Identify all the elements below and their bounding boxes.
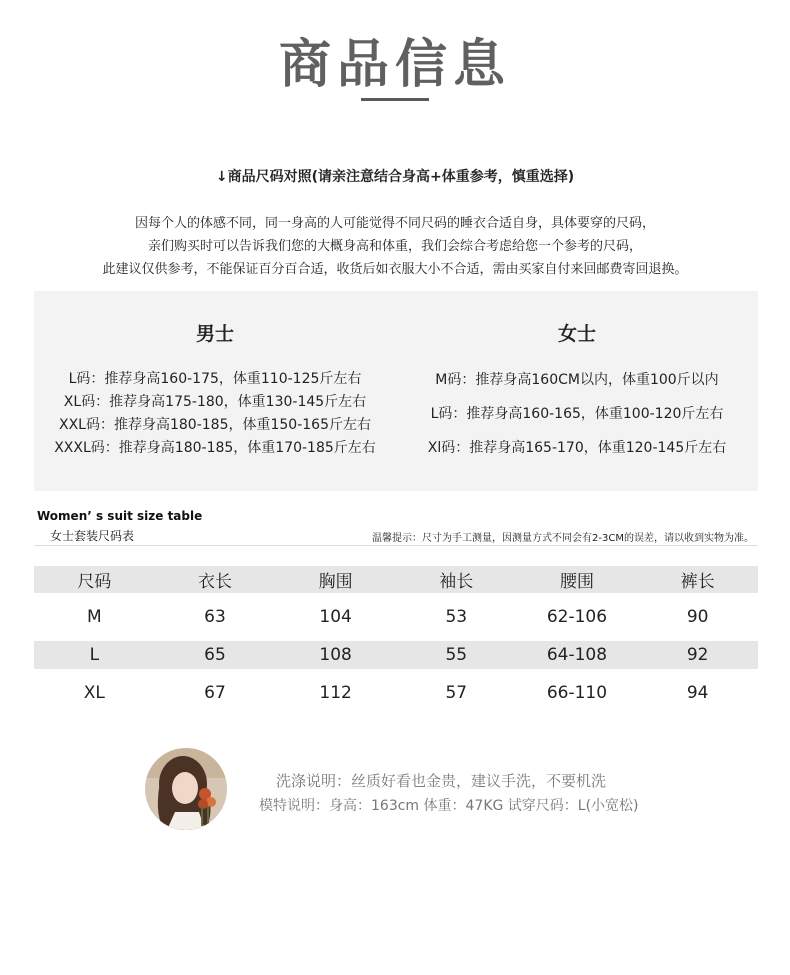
table-cell: 67: [204, 683, 226, 703]
men-size-line: XXL码：推荐身高180-185，体重150-165斤左右: [59, 417, 371, 433]
care-instructions: 洗涤说明：丝质好看也金贵，建议手洗，不要机洗: [276, 772, 607, 790]
table-title-en: Women’ s suit size table: [37, 509, 203, 523]
men-column: [34, 291, 396, 460]
header-cell: 衣长: [197, 572, 232, 592]
model-avatar: [145, 748, 227, 830]
table-row: [34, 679, 758, 707]
intro-line: 亲们购买时可以告诉我们您的大概身高和体重，我们会综合考虑给您一个参考的尺码，: [147, 239, 642, 254]
table-cell: 53: [445, 607, 468, 627]
intro-line: 此建议仅供参考，不能保证百分百合适，收货后如衣服大小不合适，需由买家自付来回邮费寄回退换。: [102, 262, 688, 277]
table-cell: M: [86, 607, 102, 627]
model-info: 模特说明：身高：163cm 体重：47KG 试穿尺码：L(小宽松): [259, 798, 639, 814]
table-row: [34, 641, 758, 669]
table-cell: 90: [686, 607, 709, 627]
table-cell: 65: [155, 641, 276, 669]
table-cell: 64-108: [517, 641, 638, 669]
model-photo-icon: [145, 748, 227, 830]
women-column: [396, 291, 758, 469]
header-cell: 腰围: [559, 572, 594, 592]
women-title: 女士: [557, 323, 596, 345]
table-cell: 92: [637, 641, 758, 669]
table-title-cn: 女士套装尺码表: [50, 529, 135, 543]
recommendation-panel: [34, 291, 758, 491]
table-cell: 62-106: [546, 607, 608, 627]
size-guide-heading: ↓商品尺码对照(请亲注意结合身高+体重参考，慎重选择): [215, 169, 575, 185]
intro-line: 因每个人的体感不同，同一身高的人可能觉得不同尺码的睡衣合适自身，具体要穿的尺码，: [134, 216, 655, 231]
section-divider: [34, 545, 758, 546]
size-table: [34, 566, 758, 707]
women-size-line: Xl码：推荐身高165-170，体重120-145斤左右: [427, 440, 727, 456]
table-cell: 55: [396, 641, 517, 669]
table-cell: 104: [319, 607, 352, 627]
table-header-row: [34, 566, 758, 593]
men-size-list: [34, 368, 396, 460]
row-spacer: [34, 669, 758, 679]
men-size-line: L码：推荐身高160-175，体重110-125斤左右: [68, 371, 362, 387]
men-size-line: XL码：推荐身高175-180，体重130-145斤左右: [63, 394, 367, 410]
table-cell: 66-110: [546, 683, 608, 703]
women-size-list: [396, 367, 758, 469]
header-cell: 胸围: [318, 572, 353, 592]
header-cell: 尺码: [77, 572, 112, 592]
page-title: 商品信息: [278, 35, 511, 95]
table-cell: 94: [686, 683, 709, 703]
women-size-line: M码：推荐身高160CM以内，体重100斤以内: [435, 372, 719, 388]
table-cell: 108: [275, 641, 396, 669]
table-cell: L: [34, 641, 155, 669]
table-cell: 57: [445, 683, 468, 703]
header-cell: 袖长: [439, 572, 474, 592]
header-cell: 裤长: [680, 572, 715, 592]
size-guide-intro: [0, 212, 790, 281]
title-underline: [361, 98, 429, 101]
measurement-tip: 温馨提示：尺寸为手工测量，因测量方式不同会有2-3CM的误差，请以收到实物为准。: [372, 533, 754, 544]
table-row: [34, 603, 758, 631]
men-title: 男士: [195, 323, 234, 345]
row-spacer: [34, 631, 758, 641]
women-size-line: L码：推荐身高160-165，体重100-120斤左右: [430, 406, 724, 422]
table-cell: 63: [204, 607, 226, 627]
table-cell: XL: [83, 683, 105, 703]
table-cell: 112: [319, 683, 352, 703]
row-spacer: [34, 593, 758, 603]
men-size-line: XXXL码：推荐身高180-185，体重170-185斤左右: [54, 440, 376, 456]
